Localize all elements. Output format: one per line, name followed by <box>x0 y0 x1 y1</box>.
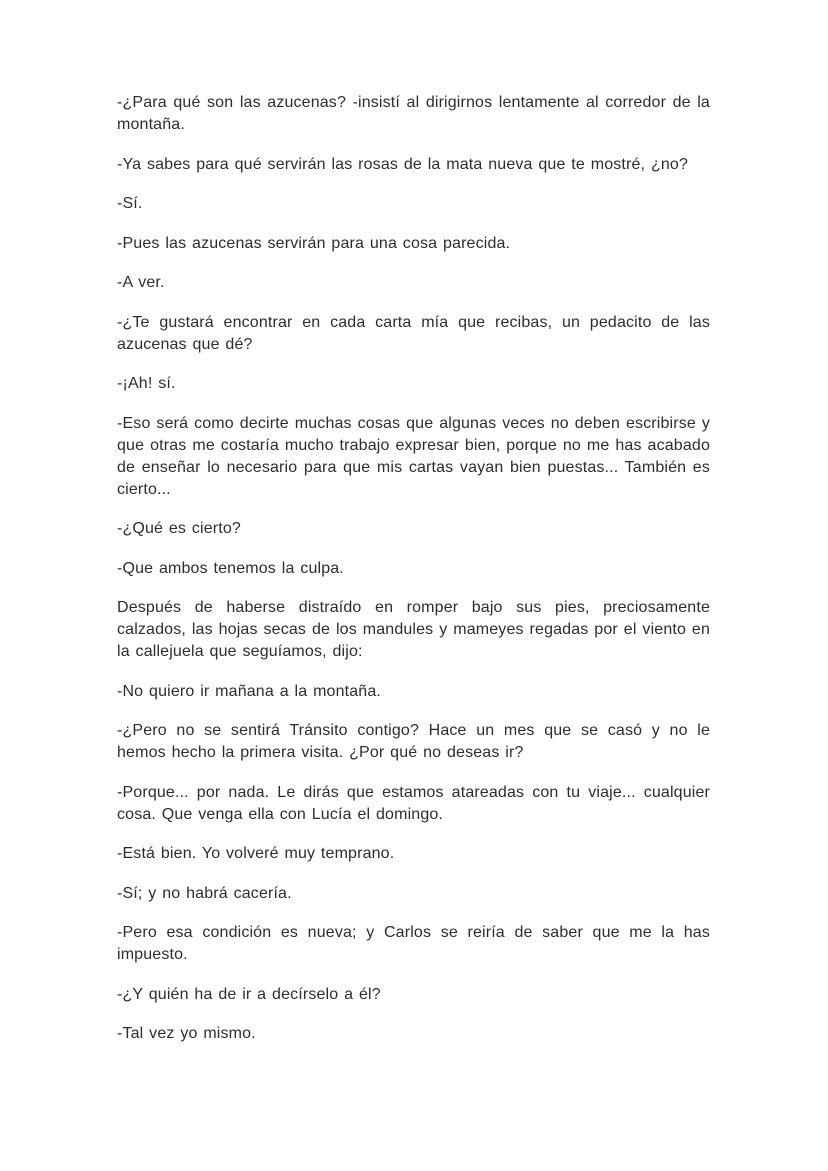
paragraph: -Tal vez yo mismo. <box>117 1025 256 1042</box>
paragraph: -¿Qué es cierto? <box>117 520 241 537</box>
paragraph: -¿Para qué son las azucenas? -insistí al dirigirnos lentamente al corredor de la montaña. <box>117 94 710 133</box>
paragraph: -¿Pero no se sentirá Tránsito contigo? Hace un mes que se casó y no le hemos hecho la primera visita. ¿Por qué no deseas ir? <box>117 722 710 761</box>
paragraph: -Eso será como decirte muchas cosas que algunas veces no deben escribirse y que otras me costaría mucho trabajo expresar bien, porque no me has acabado de enseñar lo necesario para que mis cartas vayan bien puestas... También es cierto... <box>117 414 710 498</box>
paragraph: -No quiero ir mañana a la montaña. <box>117 682 381 700</box>
paragraph: -Pues las azucenas servirán para una cosa parecida. <box>117 234 511 252</box>
paragraph: -Ya sabes para qué servirán las rosas de la mata nueva que te mostré, ¿no? <box>117 155 689 173</box>
paragraph: Después de haberse distraído en romper bajo sus pies, preciosamente calzados, las hojas secas de los mandules y mameyes regadas por el viento en la callejuela que seguíamos, dijo: <box>117 599 710 660</box>
paragraph: -¿Te gustará encontrar en cada carta mía que recibas, un pedacito de las azucenas que dé? <box>117 313 710 353</box>
paragraph: -Porque... por nada. Le dirás que estamos atareadas con tu viaje... cualquier cosa. Que venga ella con Lucía el domingo. <box>117 783 710 823</box>
paragraph: -Sí. <box>117 195 143 212</box>
paragraph: -Que ambos tenemos la culpa. <box>117 559 344 577</box>
paragraph: -Está bien. Yo volveré muy temprano. <box>117 845 395 862</box>
paragraph: -¡Ah! sí. <box>117 375 176 392</box>
paragraph: -A ver. <box>117 274 165 291</box>
paragraph: -Pero esa condición es nueva; y Carlos se reiría de saber que me la has impuesto. <box>117 924 710 963</box>
document-page <box>117 92 710 1063</box>
paragraph: -Sí; y no habrá cacería. <box>117 884 292 902</box>
paragraph: -¿Y quién ha de ir a decírselo a él? <box>117 985 381 1003</box>
